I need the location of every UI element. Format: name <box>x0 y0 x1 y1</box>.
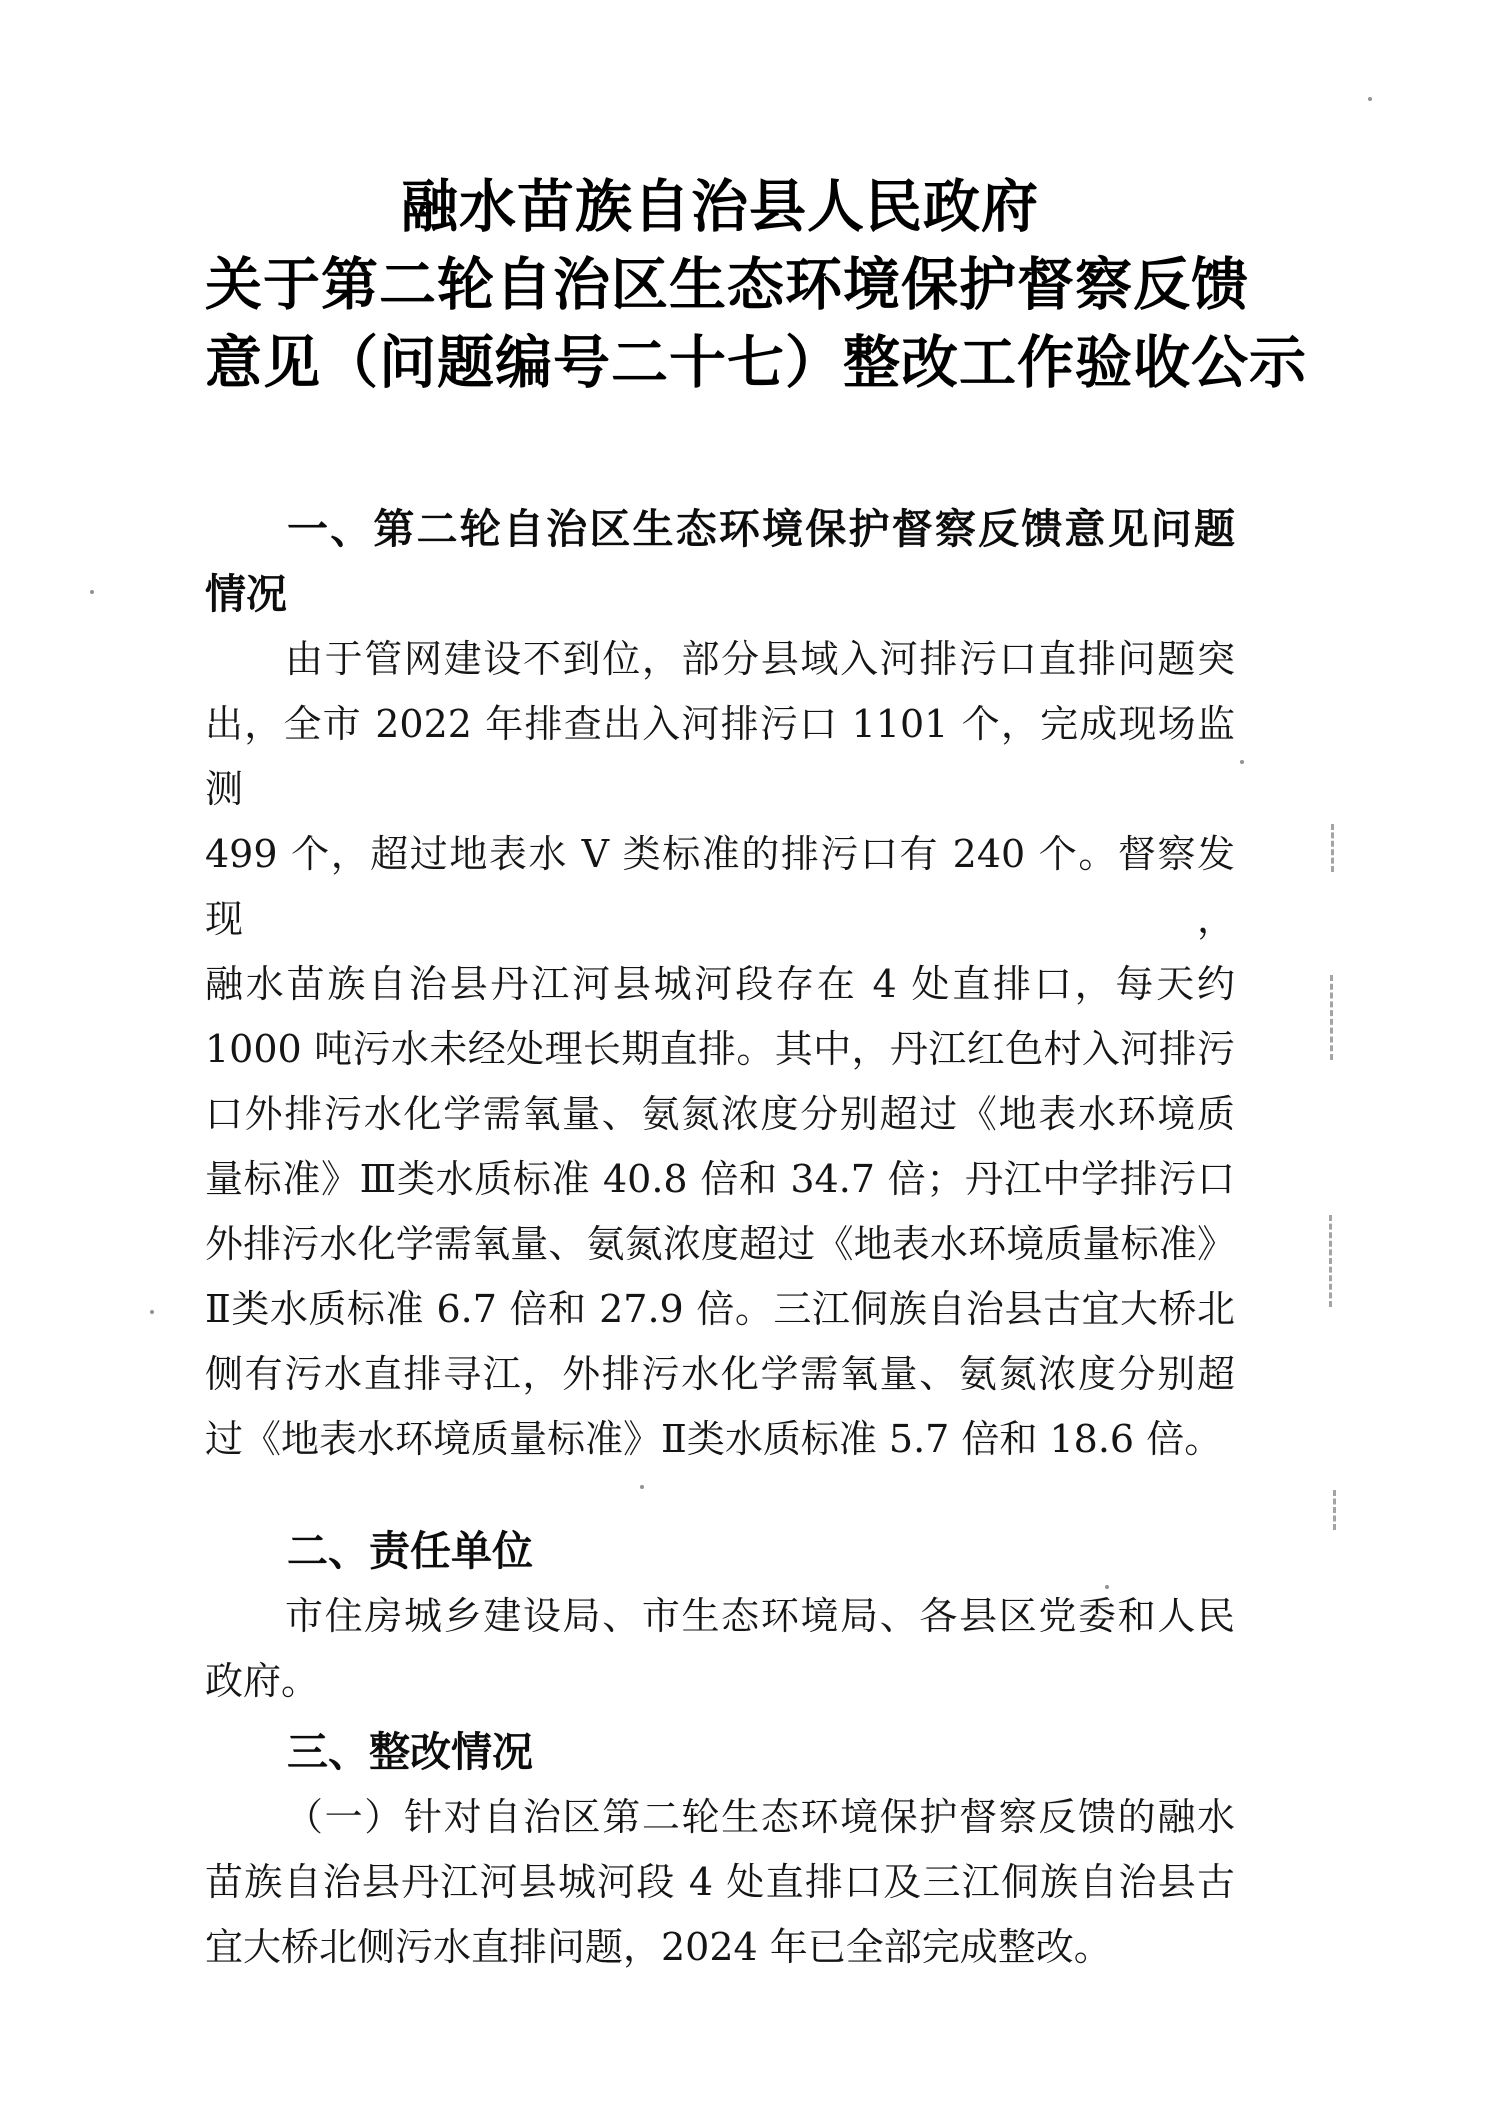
section-1-heading-line: 情况 <box>205 570 287 618</box>
scan-artifact-dashed-line <box>1331 824 1334 872</box>
body-line: 过《地表水环境质量标准》Ⅱ类水质标准 5.7 倍和 18.6 倍。 <box>205 1417 1223 1461</box>
scan-artifact-dashed-line <box>1329 1215 1332 1307</box>
body-line: 侧有污水直排寻江，外排污水化学需氧量、氨氮浓度分别超 <box>205 1352 1235 1396</box>
body-line: 499 个，超过地表水 V 类标准的排污口有 240 个。督察发现， <box>205 832 1235 941</box>
body-line: 政府。 <box>205 1659 320 1703</box>
body-line: （一）针对自治区第二轮生态环境保护督察反馈的融水 <box>285 1795 1235 1839</box>
section-2 <box>205 1519 1235 1714</box>
section-3 <box>205 1720 1235 1980</box>
body-line: 苗族自治县丹江河县城河段 4 处直排口及三江侗族自治县古 <box>205 1860 1235 1904</box>
body-line: 融水苗族自治县丹江河县城河段存在 4 处直排口，每天约 <box>205 962 1235 1006</box>
scan-artifact-speck <box>1368 97 1372 101</box>
body-line: 由于管网建设不到位，部分县域入河排污口直排问题突 <box>285 637 1235 681</box>
body-line: 1000 吨污水未经处理长期直排。其中，丹江红色村入河排污 <box>205 1027 1235 1071</box>
body-line: 市住房城乡建设局、市生态环境局、各县区党委和人民 <box>285 1594 1235 1638</box>
scan-artifact-speck <box>90 590 94 594</box>
document-title <box>205 168 1307 402</box>
title-line: 融水苗族自治县人民政府 <box>401 174 1039 240</box>
scan-artifact-speck <box>150 1310 154 1314</box>
scan-artifact-dashed-line <box>1330 975 1333 1060</box>
body-line: 口外排污水化学需氧量、氨氮浓度分别超过《地表水环境质 <box>205 1092 1235 1136</box>
body-line: 宜大桥北侧污水直排问题，2024 年已全部完成整改。 <box>205 1925 1112 1969</box>
scan-artifact-speck <box>1105 1585 1109 1589</box>
title-line: 意见（问题编号二十七）整改工作验收公示 <box>205 330 1307 396</box>
body-line: 出，全市 2022 年排查出入河排污口 1101 个，完成现场监测 <box>205 702 1235 811</box>
body-line: 外排污水化学需氧量、氨氮浓度超过《地表水环境质量标准》 <box>205 1222 1235 1266</box>
section-2-heading-line: 二、责任单位 <box>287 1527 533 1575</box>
body-line: 量标准》Ⅲ类水质标准 40.8 倍和 34.7 倍；丹江中学排污口 <box>205 1157 1235 1201</box>
section-1 <box>205 497 1235 1472</box>
title-line: 关于第二轮自治区生态环境保护督察反馈 <box>205 252 1249 318</box>
section-3-heading-line: 三、整改情况 <box>287 1728 533 1776</box>
document-content <box>205 168 1307 1980</box>
scan-artifact-speck <box>1240 760 1244 764</box>
scan-artifact-speck <box>640 1485 644 1489</box>
section-1-heading-line: 一、第二轮自治区生态环境保护督察反馈意见问题 <box>287 505 1235 553</box>
body-line: Ⅱ类水质标准 6.7 倍和 27.9 倍。三江侗族自治县古宜大桥北 <box>205 1287 1235 1331</box>
scan-artifact-dashed-line <box>1333 1490 1336 1530</box>
